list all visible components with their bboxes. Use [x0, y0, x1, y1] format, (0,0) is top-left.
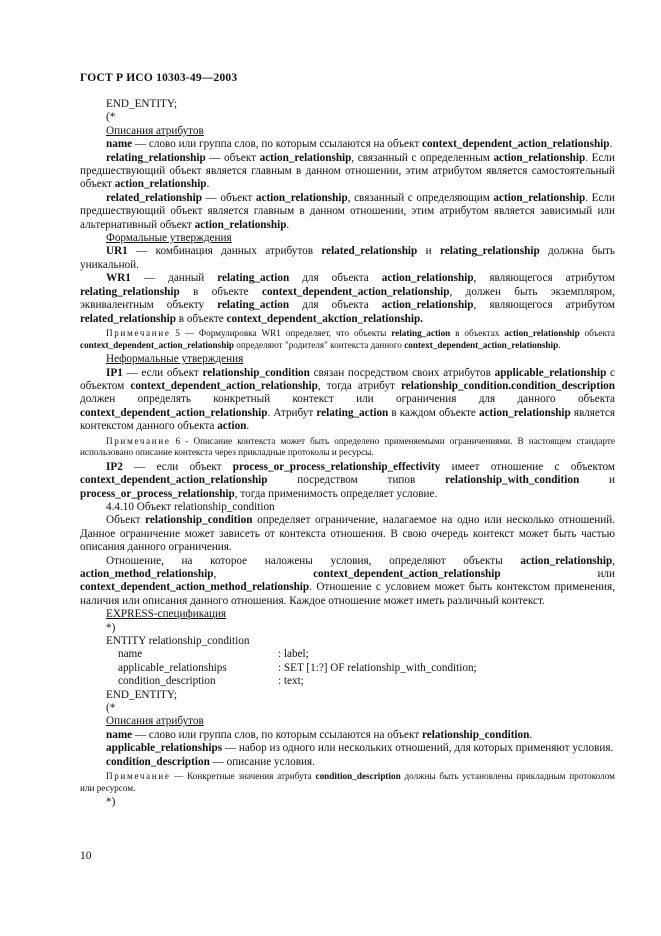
code-line: (* — [106, 111, 116, 124]
object-description: Объект relationship_condition определяет ограничение, налагаемое на одно или несколько отношений. Данное ограничение может зависеть от контекста отношения. В свою очередь контекст может быть частью описания данного ограничения. — [80, 514, 616, 554]
relationship-description: Отношение, на которое наложены условия, определяют объекты action_relationship, action_method_relationship, context_dependent_action_relationship или context_dependent_action_method_relationship. Отношение с условием может быть контекстом применения, наличия или описания данного отношения. Каждое отношение может иметь различный контекст. — [80, 554, 616, 607]
code-attr-line: name : label; — [118, 648, 309, 661]
page-header: ГОСТ Р ИСО 10303-49—2003 — [80, 72, 238, 84]
code-line: (* — [106, 702, 116, 715]
note-5: Примечание 5 — Формулировка WR1 определяет, что объекты relating_action в объектах action_relationship объекта context_dependent_action_relationship определяют "родителя" контекста данного context_dependent_action_relationship. — [80, 327, 615, 350]
section-heading: Неформальные утверждения — [106, 353, 244, 366]
code-line: *) — [106, 621, 116, 634]
attr-condition-desc: condition_description — описание условия. — [106, 755, 315, 768]
attr-applicable-desc: applicable_relationships — набор из одного или нескольких отношений, для которых применяют условия. — [106, 742, 614, 755]
rule-ip1: IP1 — если объект relationship_condition связан посредством своих атрибутов applicable_relationship с объектом context_dependent_action_relationship, тогда атрибут relationship_condition.condition_description должен определять конкретный контекст или ограничения для данного объекта context_dependent_action_relationship. Атрибут relating_action в каждом объекте action_relationship является контекстом данного объекта action. — [80, 366, 615, 433]
code-line: END_ENTITY; — [106, 98, 178, 110]
attr-related-desc: related_relationship — объект action_relationship, связанный с определяющим action_relationship. Если предшествующий объект является главным в данном отношении, этим атрибутом является зависимый или альтернативный объект action_relationship. — [80, 191, 615, 231]
code-line: END_ENTITY; — [106, 688, 178, 701]
document-body — [80, 98, 615, 810]
rule-wr1: WR1 — данный relating_action для объекта action_relationship, являющегося атрибутом relating_relationship в объекте context_dependent_action_relationship, должен быть экземпляром, эквивалентным объекту relating_action для объекта action_relationship, являющегося атрибутом related_relationship в объекте context_dependent_akction_relationship. — [80, 272, 616, 325]
rule-ip2: IP2 — если объект process_or_process_relationship_effectivity имеет отношение с объектом context_dependent_action_relationship посредством типов relationship_with_condition и process_or_process_relationship, тогда применимость определяет условие. — [80, 460, 615, 500]
section-heading: Описания атрибутов — [106, 715, 204, 728]
section-heading: Формальные утверждения — [106, 232, 232, 245]
section-heading: Описания атрибутов — [106, 124, 204, 137]
rule-ur1: UR1 — комбинация данных атрибутов related_relationship и relating_relationship должна быть уникальной. — [80, 245, 615, 271]
attr-name-desc: name — слово или группа слов, по которым ссылаются на объект relationship_condition. — [106, 728, 533, 741]
attr-name-desc: name — слово или группа слов, по которым ссылаются на объект context_dependent_action_relationship. — [106, 138, 613, 151]
page-number: 10 — [80, 850, 92, 862]
code-attr-line: condition_description : text; — [118, 675, 304, 688]
section-title: 4.4.10 Объект relationship_condition — [106, 500, 275, 513]
code-attr-line: applicable_relationships : SET [1:?] OF relationship_with_condition; — [118, 661, 477, 674]
code-line: *) — [106, 796, 116, 809]
note-6: Примечание 6 - Описание контекста может быть определено применяемыми ограничениями. В настоящем стандарте использовано описание контекста через прикладные протоколы и ресурсы. — [80, 435, 615, 458]
note-7: Примечание — Конкретные значения атрибута condition_description должны быть установлены прикладным протоколом или ресурсом. — [80, 771, 615, 793]
section-heading: EXPRESS-спецификация — [106, 608, 227, 621]
code-line: ENTITY relationship_condition — [106, 635, 250, 647]
attr-relating-desc: relating_relationship — объект action_relationship, связанный с определенным action_relationship. Если предшествующий объект является главным в данном отношении, этим атрибутом является самостоятельный объект action_relationship. — [80, 151, 616, 191]
